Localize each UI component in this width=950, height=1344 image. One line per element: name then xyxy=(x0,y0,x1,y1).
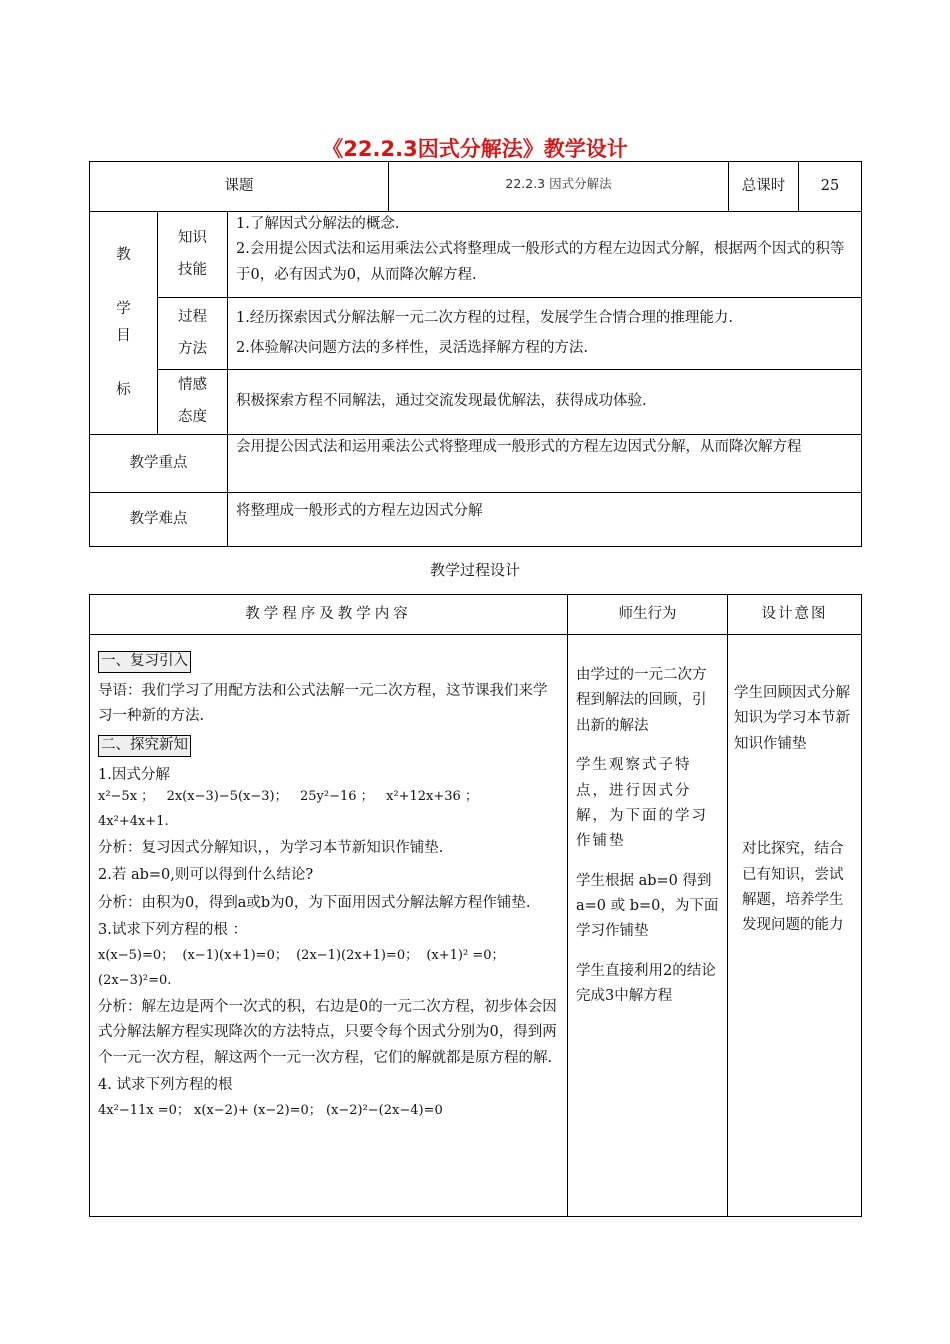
difficulty-text: 将整理成一般形式的方程左边因式分解 xyxy=(228,492,862,546)
ts-note-3: 学生根据 ab=0 得到 a=0 或 b=0，为下面学习作铺垫 xyxy=(576,872,719,940)
header-intent: 设计意图 xyxy=(728,595,862,635)
ts-note-1: 由学过的一元二次方程到解法的回顾，引出新的解法 xyxy=(576,667,707,734)
process-section-title: 教学过程设计 xyxy=(429,561,520,579)
course-label: 课题 xyxy=(90,162,389,212)
header-teacher-student: 师生行为 xyxy=(568,595,728,635)
goal-knowledge-text: 1.了解因式分解法的概念. 2.会用提公因式法和运用乘法公式将整理成一般形式的方程左边因式分解，根据两个因式的积等于0，必有因式为0，从而降次解方程. xyxy=(228,212,862,298)
intent-note-2: 对比探究，结合已有知识，尝试解题，培养学生发现问题的能力 xyxy=(742,841,844,934)
q1-exprs-2: 4x²+4x+1. xyxy=(98,814,169,830)
ts-note-2: 学生观察式子特点，进行因式分解，为下面的学习作铺垫 xyxy=(576,757,708,850)
q3-exprs-2: (2x−3)²=0. xyxy=(98,973,172,989)
header-content: 教学程序及教学内容 xyxy=(90,595,568,635)
key-point-text: 会用提公因式法和运用乘法公式将整理成一般形式的方程左边因式分解，从而降次解方程 xyxy=(228,434,862,492)
content-cell xyxy=(90,635,568,1217)
intent-note-1: 学生回顾因式分解知识为学习本节新知识作铺垫 xyxy=(734,685,850,752)
goal-process-text: 1.经历探索因式分解法解一元二次方程的过程，发展学生合情合理的推理能力. 2.体验解决问题方法的多样性，灵活选择解方程的方法. xyxy=(228,298,862,370)
q4-exprs: 4x²−11x =0； x(x−2)+ (x−2)=0； (x−2)²−(2x−4)=0 xyxy=(98,1103,443,1119)
goals-label: 教 学 目 标 xyxy=(90,212,158,435)
q1-exprs: x²−5x ； 2x(x−3)−5(x−3)； 25y²−16 ； x²+12x+36 ； xyxy=(98,789,478,805)
key-point-label: 教学重点 xyxy=(90,434,228,492)
ts-note-4: 学生直接利用2的结论完成3中解方程 xyxy=(576,962,716,1005)
q3-title: 3.试求下列方程的根 ： xyxy=(98,921,247,938)
q4-title: 4. 试求下列方程的根 xyxy=(98,1076,233,1093)
teacher-student-cell xyxy=(568,635,728,1217)
review-text: 导语：我们学习了用配方法和公式法解一元二次方程，这节课我们来学习一种新的方法. xyxy=(98,682,548,724)
section-review-heading: 一、复习引入 xyxy=(98,651,191,673)
document-title: 《22.2.3因式分解法》教学设计 xyxy=(322,137,628,161)
course-value: 22.2.3 因式分解法 xyxy=(505,176,612,191)
q2-title: 2.若 ab=0,则可以得到什么结论? xyxy=(98,867,314,884)
lesson-info-table xyxy=(89,161,862,547)
q3-exprs: x(x−5)=0； (x−1)(x+1)=0； (2x−1)(2x+1)=0； (x+1)² =0； xyxy=(98,948,505,964)
goal-emotion-label: 情感 态度 xyxy=(158,370,228,435)
intent-cell xyxy=(728,635,862,1217)
q1-analysis: 分析：复习因式分解知识，，为学习本节新知识作铺垫. xyxy=(98,839,444,856)
q2-analysis: 分析：由积为0，得到a或b为0，为下面用因式分解法解方程作铺垫. xyxy=(98,894,531,911)
goal-emotion-text: 积极探索方程不同解法，通过交流发现最优解法，获得成功体验. xyxy=(228,370,862,435)
difficulty-label: 教学难点 xyxy=(90,492,228,546)
total-hours-value: 25 xyxy=(799,162,862,212)
process-table xyxy=(89,594,862,1217)
goal-process-label: 过程 方法 xyxy=(158,298,228,370)
q1-title: 1.因式分解 xyxy=(98,766,170,783)
section-explore-heading: 二、探究新知 xyxy=(98,735,191,757)
goal-knowledge-label: 知识 技能 xyxy=(158,212,228,298)
total-hours-label: 总课时 xyxy=(729,162,799,212)
q3-analysis: 分析：解左边是两个一次式的积，右边是0的一元二次方程，初步体会因式分解法解方程实现降次的方法特点，只要令每个因式分别为0，得到两个一元一次方程，解这两个一元一次方程，它们的解就都是原方程的解. xyxy=(98,998,557,1066)
